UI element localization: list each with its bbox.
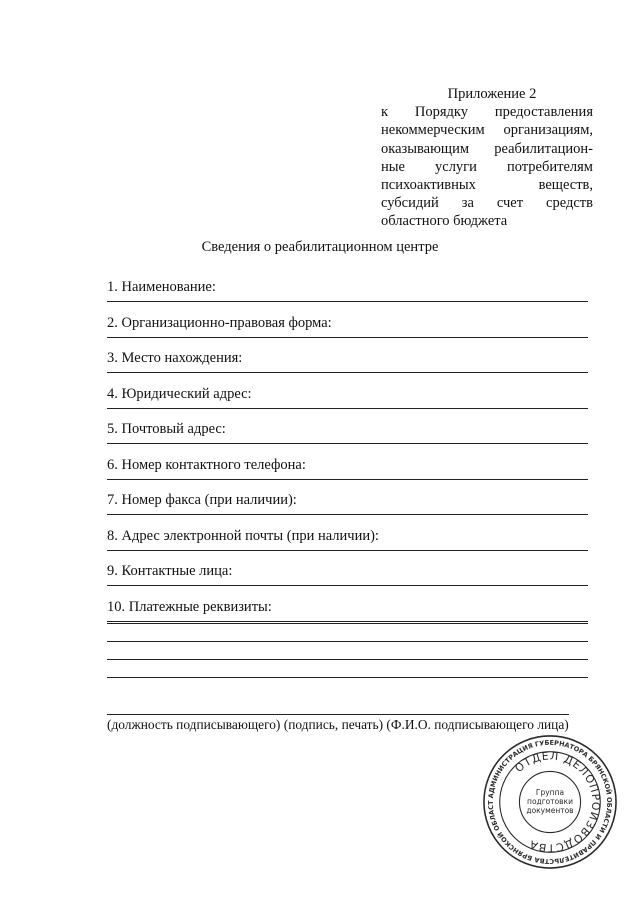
form-field [107, 278, 588, 302]
appendix-word: к [381, 104, 389, 121]
appendix-word: Порядку [414, 104, 468, 121]
stamp-graphic [481, 733, 619, 871]
appendix-line [381, 158, 593, 176]
form-field [107, 562, 588, 586]
stamp-middle-text: ОТДЕЛ ДЕЛОПРОИЗВОДСТВА [512, 749, 603, 855]
extra-blank-line [107, 677, 588, 678]
extra-blank-line [107, 659, 588, 660]
field-label: 10. Платежные реквизиты: [107, 598, 272, 615]
form-field [107, 527, 588, 551]
field-label: 9. Контактные лица: [107, 563, 233, 579]
field-label: 2. Организационно-правовая форма: [107, 314, 332, 331]
field-label: 4. Юридический адрес: [107, 385, 252, 402]
appendix-word: областного бюджета [381, 213, 508, 230]
field-label: 6. Номер контактного телефона: [107, 456, 306, 473]
field-blank-line [107, 443, 588, 444]
appendix-word: реабилитацион- [494, 140, 593, 157]
appendix-word: организациям, [503, 122, 593, 139]
appendix-line [381, 176, 593, 194]
stamp-center-line-3: документов [526, 805, 574, 815]
stamp-center-line-2: подготовки [527, 796, 573, 806]
field-blank-line [107, 337, 588, 338]
field-label: 7. Номер факса (при наличии): [107, 492, 297, 508]
appendix-text [381, 103, 593, 230]
appendix-word: субсидий [381, 195, 439, 212]
appendix-word: услуги [435, 158, 477, 175]
appendix-word: за [461, 195, 474, 212]
appendix-word: психоактивных [381, 177, 476, 194]
appendix-line [381, 194, 593, 212]
appendix-word: веществ, [538, 177, 593, 194]
form-field [107, 420, 588, 444]
form-field [107, 314, 588, 338]
appendix-word: потребителям [506, 158, 593, 175]
field-blank-line [107, 514, 588, 515]
field-blank-line [107, 408, 588, 409]
appendix-line [381, 103, 593, 121]
appendix-word: средств [546, 195, 593, 212]
signature-caption: (должность подписывающего) (подпись, печать) (Ф.И.О. подписывающего лица) [107, 717, 569, 732]
field-blank-line [107, 585, 588, 586]
field-blank-line [107, 301, 588, 302]
stamp-center-line-1: Группа [535, 788, 565, 798]
field-label: 5. Почтовый адрес: [107, 421, 226, 437]
field-blank-line [107, 372, 588, 373]
form-field [107, 598, 588, 622]
field-label: 3. Место нахождения: [107, 350, 243, 366]
appendix-header [381, 85, 593, 231]
form-field [107, 491, 588, 515]
appendix-word: некоммерческим [381, 122, 485, 139]
field-blank-line [107, 479, 588, 480]
field-blank-line [107, 621, 588, 622]
signature-line [107, 714, 569, 715]
appendix-title: Приложение 2 [447, 86, 537, 102]
appendix-line [381, 121, 593, 139]
form-field [107, 385, 588, 409]
extra-blank-line [107, 641, 588, 642]
appendix-word: оказывающим [381, 140, 470, 157]
appendix-word: ные [381, 158, 405, 175]
appendix-word: счет [496, 195, 524, 212]
appendix-line [381, 140, 593, 158]
appendix-word: предоставления [494, 104, 593, 121]
appendix-line [381, 212, 593, 230]
department-stamp [481, 733, 619, 871]
field-blank-line [107, 550, 588, 551]
form-field [107, 349, 588, 373]
field-label: 1. Наименование: [107, 279, 216, 295]
extra-blank-line [107, 623, 588, 624]
stamp-outer-text: АДМИНИСТРАЦИЯ ГУБЕРНАТОРА БРЯНСКОЙ ОБЛАСТИ И ПРАВИТЕЛЬСТВА БРЯНСКОЙ ОБЛАСТ [486, 738, 614, 866]
document-title: Сведения о реабилитационном центре [201, 239, 439, 255]
form-field [107, 456, 588, 480]
field-label: 8. Адрес электронной почты (при наличии): [107, 527, 379, 544]
